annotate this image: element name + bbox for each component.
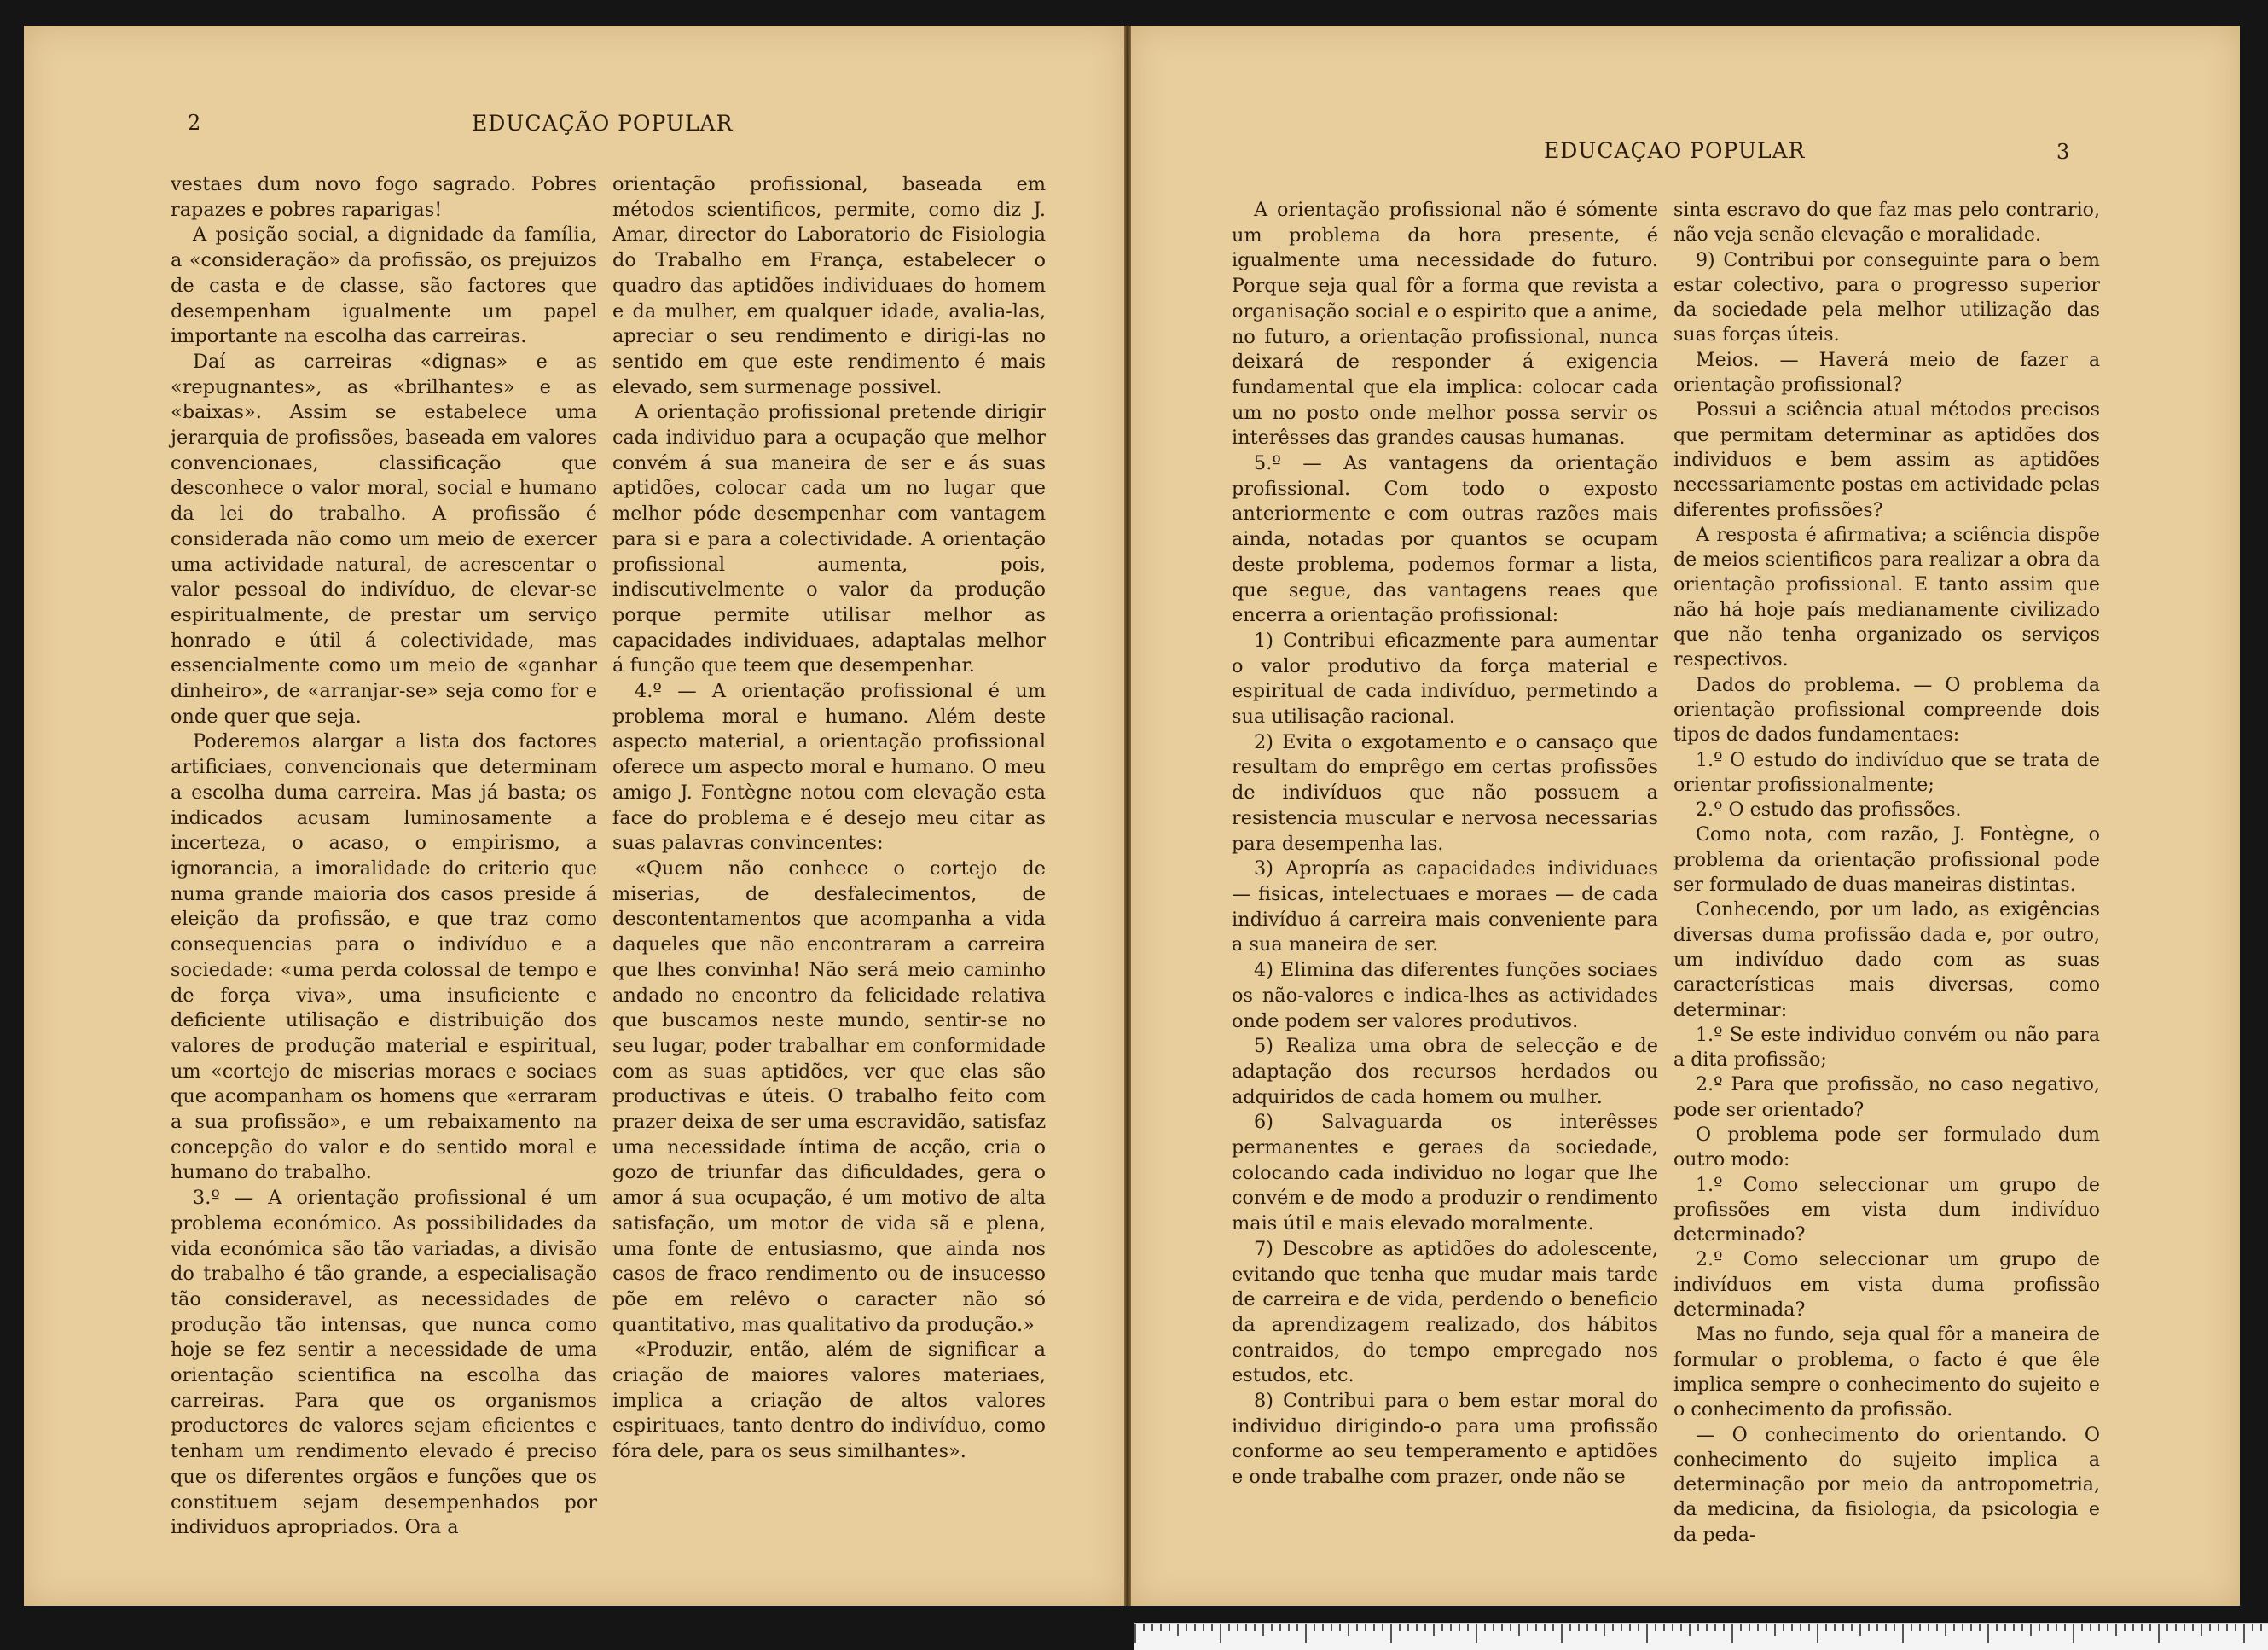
scale-tick	[1902, 1624, 1904, 1643]
scale-tick	[1339, 1624, 1341, 1631]
scale-tick	[1433, 1624, 1435, 1636]
scale-tick	[1271, 1624, 1273, 1631]
scale-tick	[2158, 1624, 2160, 1643]
scale-tick	[1373, 1624, 1375, 1631]
scale-tick	[2132, 1624, 2134, 1631]
scale-tick	[2090, 1624, 2091, 1631]
scale-tick	[1160, 1624, 1162, 1631]
scale-tick	[1604, 1624, 1605, 1636]
scale-tick	[1723, 1624, 1725, 1631]
scale-tick	[1493, 1624, 1494, 1631]
scale-tick	[1749, 1624, 1750, 1631]
scale-tick	[1288, 1624, 1290, 1631]
scale-tick	[1962, 1624, 1963, 1631]
scale-tick	[1382, 1624, 1383, 1631]
scale-tick	[1331, 1624, 1332, 1631]
scale-tick	[2124, 1624, 2126, 1631]
scale-tick	[1467, 1624, 1469, 1631]
scale-tick	[1348, 1624, 1349, 1636]
scale-tick	[1928, 1624, 1929, 1631]
scale-tick	[1416, 1624, 1418, 1631]
paragraph: 3.º — A orientação profissional é um problema económico. As possibilidades da vida económica são tão variadas, a divisão do trabalho é tão grande, a especialisação tão consideravel, as necessidades de produção tão intensas, que nunca como hoje se fez sentir a necessidade de uma orientação scientifica na escolha das carreiras. Para que os organismos productores de valores sejam eficientes e tenham um rendimento elevado é preciso que os diferentes orgãos e funções que os constituem sejam desempenhados por individuos apropriados. Ora a	[171, 1187, 597, 1539]
scale-tick	[1885, 1624, 1887, 1631]
scale-tick	[1322, 1624, 1324, 1631]
scale-tick	[1501, 1624, 1503, 1631]
scale-tick	[2243, 1624, 2245, 1643]
scale-tick	[2141, 1624, 2143, 1631]
list-item: 8) Contribui para o bem estar moral do individuo dirigindo-o para uma profissão conforme ao seu temperamento e aptidões e onde trabalhe com prazer, onde não se	[1232, 1390, 1658, 1489]
scale-tick	[1757, 1624, 1759, 1631]
scale-tick	[1220, 1624, 1221, 1643]
running-header: EDUCAÇÃO POPULAR	[472, 111, 734, 136]
scale-tick	[1672, 1624, 1673, 1631]
scale-tick	[1211, 1624, 1213, 1631]
page-number: 3	[2056, 140, 2070, 164]
scale-tick	[2235, 1624, 2236, 1631]
text-column-right	[612, 172, 1046, 1465]
list-item: 1) Contribui eficazmente para aumentar o valor produtivo da força material e espiritual de cada indivíduo, permetindo a sua utilisação racional.	[1232, 629, 1658, 729]
paragraph: 4.º — A orientação profissional é um problema moral e humano. Além deste aspecto material, a orientação profissional oferece um aspecto moral e humano. O meu amigo J. Fontègne notou com elevação esta face do problema e é desejo meu citar as suas palavras convincentes:	[612, 680, 1046, 855]
paragraph: Dados do problema. — O problema da orientação profissional compreende dois tipos de dados fundamentaes:	[1673, 673, 2100, 747]
scale-tick	[1800, 1624, 1801, 1631]
scale-tick	[1655, 1624, 1656, 1631]
scale-tick	[1919, 1624, 1921, 1631]
scale-tick	[1612, 1624, 1614, 1631]
scale-tick	[1237, 1624, 1238, 1631]
paragraph: — O conhecimento do orientando. O conhecimento do sujeito implica a determinação por meio da antropometria, da medicina, da fisiologia, da psicologia e da peda-	[1673, 1423, 2100, 1546]
scale-tick	[1305, 1624, 1307, 1643]
list-item: 7) Descobre as aptidões do adolescente, evitando que tenha que mudar mais tarde de carreira e de vida, perdendo o beneficio da aprendizagem realizado, dos hábitos contraidos, do tempo empregado nos estudos, etc.	[1232, 1237, 1658, 1387]
scale-tick	[1808, 1624, 1810, 1631]
scale-tick	[1646, 1624, 1648, 1643]
paragraph: A orientação profissional pretende dirigir cada individuo para a ocupação que melhor convém á sua maneira de ser e ás suas aptidões, colocar cada um no lugar que melhor póde desempenhar com vantagem para si e para a colectividade. A orientação profissional aumenta, pois, indiscutivelmente o valor da produção porque permite utilisar melhor as capacidades individuaes, adaptalas melhor á função que teem que desempenhar.	[612, 401, 1046, 677]
scale-tick	[1552, 1624, 1554, 1631]
scale-tick	[1953, 1624, 1955, 1631]
scale-tick	[1680, 1624, 1682, 1631]
scale-tick	[1876, 1624, 1878, 1631]
scale-tick	[1868, 1624, 1870, 1631]
scale-tick	[2218, 1624, 2219, 1631]
scale-tick	[1697, 1624, 1699, 1631]
scale-tick	[2252, 1624, 2253, 1631]
text-column-left	[1232, 198, 1658, 1490]
scale-tick	[1365, 1624, 1366, 1631]
book-spine	[1124, 26, 1131, 1606]
list-item: 1.º O estudo do indivíduo que se trata de orientar profissionalmente;	[1673, 748, 2100, 796]
scale-tick	[1774, 1624, 1776, 1636]
scale-tick	[2030, 1624, 2032, 1636]
paragraph: Daí as carreiras «dignas» e as «repugnantes», as «brilhantes» e as «baixas». Assim se estabelece uma jerarquia de profissões, baseada em valores convencionaes, classificação que desconhece o valor moral, social e humano da lei do trabalho. A profissão é considerada não como um meio de exercer uma actividade natural, de acrescentar o valor pessoal do indivíduo, de elevar-se espiritualmente, de prestar um serviço honrado e útil á colectividade, mas essencialmente como um meio de «ganhar dinheiro», de «arranjar-se» seja como for e onde quer que seja.	[171, 350, 597, 728]
scale-tick	[1663, 1624, 1665, 1631]
scale-tick	[1578, 1624, 1580, 1631]
list-item: 2.º Para que profissão, no caso negativo, pode ser orientado?	[1673, 1073, 2100, 1121]
scale-tick	[2260, 1624, 2262, 1631]
scale-tick	[1894, 1624, 1895, 1631]
scale-tick	[1979, 1624, 1981, 1631]
list-item: 6) Salvaguarda os interêsses permanentes e geraes da sociedade, colocando cada individuo no logar que lhe convém e de modo a produzir o rendimento mais útil e mais elevado moralmente.	[1232, 1111, 1658, 1235]
scale-tick	[1783, 1624, 1784, 1631]
scale-tick	[1766, 1624, 1767, 1631]
paragraph: A resposta é afirmativa; a sciência dispõe de meios scientificos para realizar a obra da orientação profissional. E tanto assim que não há hoje país medianamente civilizado que não tenha organizado os serviços respectivos.	[1673, 523, 2100, 671]
scale-tick	[1450, 1624, 1452, 1631]
scale-tick	[1731, 1624, 1733, 1643]
scale-tick	[1996, 1624, 1998, 1631]
scale-tick	[1970, 1624, 1972, 1631]
text-column-left	[171, 172, 597, 1541]
scale-tick	[1254, 1624, 1256, 1631]
paragraph: «Produzir, então, além de significar a criação de maiores valores materiaes, implica a criação de altos valores espirituaes, tanto dentro do indivíduo, como fóra dele, para os seus similhantes».	[612, 1339, 1046, 1463]
scale-tick	[2013, 1624, 2015, 1631]
scale-tick	[1390, 1624, 1392, 1643]
scale-tick	[1314, 1624, 1315, 1631]
scale-tick	[2226, 1624, 2228, 1631]
scale-tick	[1143, 1624, 1145, 1631]
scale-tick	[1356, 1624, 1358, 1631]
scale-tick	[1228, 1624, 1230, 1631]
scale-tick	[2192, 1624, 2194, 1631]
paragraph: orientação profissional, baseada em métodos scientificos, permite, como diz J. Amar, director do Laboratorio de Fisiologia do Trabalho em França, estabelecer o quadro das aptidões individuaes do homem e da mulher, em qualquer idade, avalia-las, apreciar o seu rendimento e dirigi-las no sentido em que este rendimento é mais elevado, sem surmenage possivel.	[612, 173, 1046, 398]
scale-tick	[1399, 1624, 1401, 1631]
paragraph: 5.º — As vantagens da orientação profissional. Com todo o exposto anteriormente e com outras razões mais ainda, notadas por quantos se ocupam deste problema, podemos formar a lista, que segue, das vantagens reaes que encerra a orientação profissional:	[1232, 452, 1658, 627]
scale-tick	[2073, 1624, 2074, 1643]
paragraph: A posição social, a dignidade da família, a «consideração» da profissão, os prejuizos de casta e de classe, são factores que desempenham igualmente um papel importante na escolha das carreiras.	[171, 224, 597, 348]
scale-tick	[1484, 1624, 1486, 1631]
scale-tick	[1629, 1624, 1631, 1631]
list-item: 1.º Se este individuo convém ou não para a dita profissão;	[1673, 1023, 2100, 1072]
scale-tick	[1842, 1624, 1844, 1631]
scale-tick	[2021, 1624, 2023, 1631]
scale-tick	[2184, 1624, 2185, 1631]
scale-tick	[1859, 1624, 1861, 1636]
scale-tick	[1706, 1624, 1708, 1631]
scale-tick	[2098, 1624, 2100, 1631]
list-item: 9) Contribui por conseguinte para o bem estar colectivo, para o progresso superior da sociedade pela melhor utilização das suas forças úteis.	[1673, 248, 2100, 346]
scale-tick	[1586, 1624, 1588, 1631]
scale-tick	[1817, 1624, 1818, 1643]
scale-tick	[1459, 1624, 1460, 1631]
list-item: 2.º Como seleccionar um grupo de indivíduos em vista duma profissão determinada?	[1673, 1248, 2100, 1322]
scale-tick	[2149, 1624, 2151, 1631]
scale-tick	[1911, 1624, 1912, 1631]
scale-tick	[1621, 1624, 1622, 1631]
scale-tick	[1791, 1624, 1793, 1631]
scale-tick	[2039, 1624, 2040, 1631]
scale-tick	[1407, 1624, 1409, 1631]
paragraph: sinta escravo do que faz mas pelo contrario, não veja senão elevação e moralidade.	[1673, 199, 2100, 247]
scale-tick	[1203, 1624, 1204, 1631]
paragraph: A orientação profissional não é sómente um problema da hora presente, é igualmente uma necessidade do futuro. Porque seja qual fôr a forma que revista a organisação social e o espirito que a anime, no futuro, a orientação profissional, nunca deixará de responder á exigencia fundamental que ela implica: colocar cada um no posto onde melhor possa servir os interêsses das grandes causas humanas.	[1232, 199, 1658, 450]
paragraph: Mas no fundo, seja qual fôr a maneira de formular o problema, o facto é que êle implica sempre o conhecimento do sujeito e o conhecimento da profissão.	[1673, 1323, 2100, 1421]
scale-tick	[2056, 1624, 2057, 1631]
scale-tick	[2081, 1624, 2083, 1631]
scale-tick	[1441, 1624, 1443, 1631]
scale-tick	[1151, 1624, 1153, 1631]
scale-tick	[2047, 1624, 2049, 1631]
scale-tick	[1296, 1624, 1298, 1631]
paragraph: Possui a sciência atual métodos precisos que permitam determinar as aptidões dos individuos e bem assim as aptidões necessariamente postas em actividade pelas diferentes profissões?	[1673, 398, 2100, 521]
left-page	[24, 26, 1124, 1606]
paragraph: Poderemos alargar a lista dos factores artificiaes, convencionais que determinam a escolha duma carreira. Mas já basta; os indicados acusam luminosamente a incerteza, o acaso, o empirismo, a ignorancia, a imoralidade do criterio que numa grande maioria dos casos preside á eleição da profissão, e que traz como consequencias para o indivíduo e a sociedade: «uma perda colossal de tempo e de força viva», uma insuficiente e deficiente utilisação e distribuição dos valores de produção material e espiritual, um «cortejo de miserias moraes e sociaes que acompanham os homens que «erraram a sua profissão», e um rebaixamento na concepção do valor e do sentido moral e humano do trabalho.	[171, 730, 597, 1184]
running-header: EDUCAÇAO POPULAR	[1544, 138, 1806, 163]
list-item: 5) Realiza uma obra de selecção e de adaptação dos recursos herdados ou adquiridos de cada homem ou mulher.	[1232, 1035, 1658, 1108]
paragraph: O problema pode ser formulado dum outro modo:	[1673, 1123, 2100, 1171]
scale-tick	[1544, 1624, 1546, 1631]
text-column-right	[1673, 198, 2100, 1548]
scale-tick	[1561, 1624, 1563, 1643]
scale-tick	[1569, 1624, 1571, 1631]
scale-tick	[2201, 1624, 2202, 1636]
scale-tick	[2166, 1624, 2168, 1631]
scale-tick	[1177, 1624, 1179, 1636]
scale-tick	[2175, 1624, 2177, 1631]
scale-tick	[2064, 1624, 2066, 1631]
scale-tick	[1262, 1624, 1264, 1636]
measurement-scale	[1134, 1623, 2268, 1650]
scale-tick	[2209, 1624, 2211, 1631]
scale-tick	[1279, 1624, 1281, 1631]
paragraph: Conhecendo, por um lado, as exigências diversas duma profissão dada e, por outro, um indivíduo dado com as suas características mais diversas, como determinar:	[1673, 898, 2100, 1021]
scale-tick	[1134, 1624, 1136, 1643]
scale-tick	[1194, 1624, 1196, 1631]
list-item: 2.º O estudo das profissões.	[1696, 799, 1962, 822]
paragraph: Meios. — Haverá meio de fazer a orientação profissional?	[1673, 348, 2100, 397]
scale-tick	[1510, 1624, 1511, 1631]
scale-tick	[1527, 1624, 1528, 1631]
list-item: 4) Elimina das diferentes funções sociaes os não-valores e indica-lhes as actividades onde podem ser valores produtivos.	[1232, 959, 1658, 1032]
list-item: 2) Evita o exgotamento e o cansaço que resultam do emprêgo em certas profissões de indivíduos que não possuem a resistencia muscular e nervosa necessarias para desempenha las.	[1232, 730, 1658, 855]
scale-tick	[1595, 1624, 1597, 1631]
scale-tick	[2004, 1624, 2006, 1631]
scale-tick	[1987, 1624, 1989, 1643]
paragraph: «Quem não conhece o cortejo de miserias, de desfalecimentos, de descontentamentos que acompanha a vida daqueles que não encontraram a carreira que lhes convinha! Não será meio caminho andado no encontro da felicidade relativa que buscamos neste mundo, sentir-se no seu lugar, poder trabalhar em conformidade com as suas aptidões, ver que elas são productivas e úteis. O trabalho feito com prazer deixa de ser uma escravidão, satisfaz uma necessidade íntima de acção, cria o gozo de triunfar das dificuldades, gera o amor á sua ocupação, é um motivo de alta satisfação, um motor de vida sã e plena, uma fonte de entusiasmo, que ainda nos casos de fraco rendimento ou de insucesso põe em relêvo o caracter não só quantitativo, mas qualitativo da produção.»	[612, 857, 1046, 1336]
paragraph: Como nota, com razão, J. Fontègne, o problema da orientação profissional pode ser formulado de duas maneiras distintas.	[1673, 823, 2100, 897]
page-number: 2	[188, 111, 201, 135]
scale-tick	[1825, 1624, 1827, 1631]
list-item: 1.º Como seleccionar um grupo de profissões em vista dum indivíduo determinado?	[1673, 1173, 2100, 1246]
scale-tick	[1535, 1624, 1537, 1631]
scale-tick	[1186, 1624, 1187, 1631]
scale-tick	[1945, 1624, 1946, 1636]
scale-tick	[1834, 1624, 1836, 1631]
right-page	[1131, 26, 2240, 1606]
scale-tick	[1714, 1624, 1716, 1631]
scale-tick	[2107, 1624, 2108, 1631]
scale-tick	[1476, 1624, 1477, 1643]
scale-tick	[1740, 1624, 1742, 1631]
paragraph: vestaes dum novo fogo sagrado. Pobres rapazes e pobres raparigas!	[171, 173, 597, 221]
scale-tick	[2115, 1624, 2117, 1636]
scale-tick	[1518, 1624, 1520, 1636]
scale-tick	[1169, 1624, 1170, 1631]
scale-tick	[1638, 1624, 1639, 1631]
list-item: 3) Apropría as capacidades individuaes — fisicas, intelectuaes e moraes — de cada indivíduo á carreira mais conveniente para a sua maneira de ser.	[1232, 857, 1658, 956]
scale-tick	[1245, 1624, 1247, 1631]
scale-tick	[1851, 1624, 1853, 1631]
scale-tick	[1424, 1624, 1426, 1631]
scale-tick	[1936, 1624, 1938, 1631]
scale-tick	[1689, 1624, 1691, 1636]
